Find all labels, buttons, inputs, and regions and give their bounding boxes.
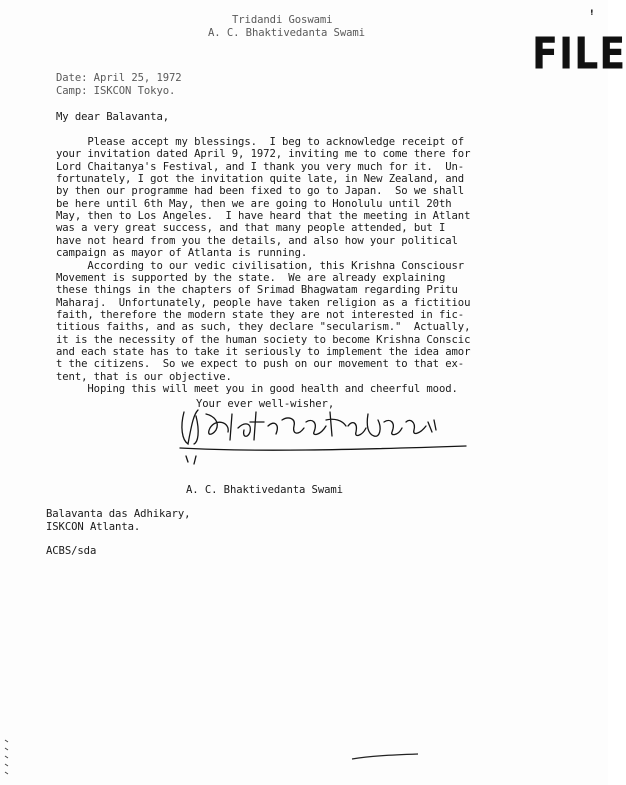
body-line: it is the necessity of the human society to become Krishna Conscic (56, 333, 471, 346)
body-line: by then our programme had been fixed to go to Japan. So we shall (56, 185, 465, 198)
file-stamp: FILE (532, 28, 626, 79)
body-line: Maharaj. Unfortunately, people have taken religion as a fictitiou (56, 296, 471, 309)
recipient-name: Balavanta das Adhikary, (46, 508, 191, 520)
signature-name: A. C. Bhaktivedanta Swami (186, 484, 343, 496)
body-line: May, then to Los Angeles. I have heard that the meeting in Atlant (56, 210, 471, 223)
signature-icon (170, 392, 470, 472)
body-line: be here until 6th May, then we are going to Honolulu until 20th (56, 197, 452, 210)
body-line: campaign as mayor of Atlanta is running. (56, 247, 308, 260)
body-line: Movement is supported by the state. We are already explaining (56, 271, 446, 284)
body-line: these things in the chapters of Srimad Bhagwatam regarding Pritu (56, 284, 458, 297)
recipient-org: ISKCON Atlanta. (46, 521, 141, 533)
body-line: your invitation dated April 9, 1972, inviting me to come there for (56, 148, 471, 161)
body-line: titious faiths, and as such, they declare "secularism." Actually, (56, 321, 471, 334)
body-line: tent, that is our objective. (56, 370, 232, 383)
body-line: Lord Chaitanya's Festival, and I thank you very much for it. Un- (56, 160, 465, 173)
body-line: Hoping this will meet you in good health and cheerful mood. (56, 383, 458, 395)
body-line: have not heard from you the details, and also how your political (56, 234, 458, 247)
camp-line: Camp: ISKCON Tokyo. (56, 85, 176, 97)
body-line: According to our vedic civilisation, this Krishna Consciousr (56, 259, 465, 272)
body-line: t the citizens. So we expect to push on our movement to that ex- (56, 358, 465, 371)
date-line: Date: April 25, 1972 (56, 72, 182, 84)
letterhead-line-1: Tridandi Goswami (232, 14, 333, 26)
letterhead-line-2: A. C. Bhaktivedanta Swami (208, 27, 365, 39)
pen-stroke-icon (350, 752, 420, 762)
body-line: fortunately, I got the invitation quite late, in New Zealand, and (56, 173, 465, 186)
body-line: faith, therefore the modern state they are not interested in fic- (56, 308, 465, 321)
body-line: Please accept my blessings. I beg to acknowledge receipt of (56, 136, 465, 148)
margin-marks-icon (2, 738, 12, 778)
body-line: was a very great success, and that many people attended, but I (56, 222, 446, 235)
stamp-mark: ꜝ (590, 8, 594, 23)
body-line: and each state has to take it seriously to implement the idea amor (56, 345, 471, 358)
salutation: My dear Balavanta, (56, 111, 170, 123)
typist-initials: ACBS/sda (46, 545, 97, 557)
closing: Your ever well-wisher, (196, 398, 335, 410)
